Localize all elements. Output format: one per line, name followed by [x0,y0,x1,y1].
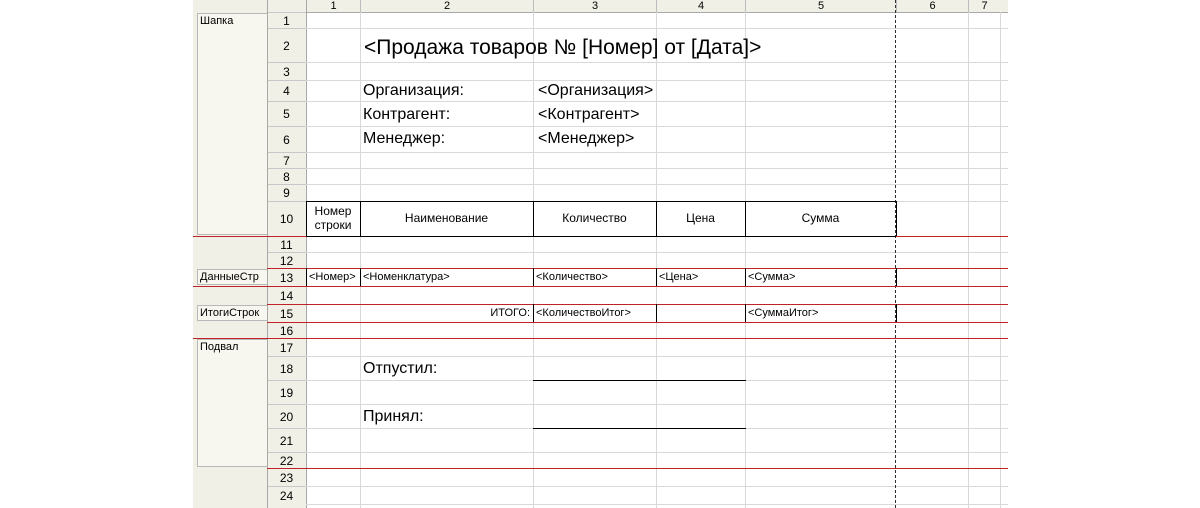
column-header-2[interactable]: 2 [360,0,533,12]
column-header-7[interactable]: 7 [968,0,1000,12]
area-separator-line [267,322,1008,323]
released-by-label: Отпустил: [363,360,438,377]
grid-row-line [306,80,1008,81]
row-number-4[interactable]: 4 [267,80,306,101]
column-header-3[interactable]: 3 [533,0,656,12]
row-number-10[interactable]: 10 [267,201,306,236]
row-number-8[interactable]: 8 [267,168,306,184]
grid-row-line [306,28,1008,29]
area-range-4[interactable] [197,339,267,467]
grid-row-line [306,152,1008,153]
grid-row-line [306,126,1008,127]
grid-column-line [968,12,969,508]
grid-column-line [533,12,534,508]
data-row-cell: <Количество> [536,270,608,283]
page-break-line [895,0,896,508]
table-header-bottom-border [306,236,896,237]
row-number-23[interactable]: 23 [267,468,306,486]
data-row-cell: <Цена> [659,270,699,283]
row-number-11[interactable]: 11 [267,236,306,252]
row-number-20[interactable]: 20 [267,404,306,428]
grid-row-line [306,452,1008,453]
row-number-6[interactable]: 6 [267,126,306,152]
row-number-16[interactable]: 16 [267,322,306,338]
grid-row-line [306,504,1008,505]
area-separator-line [267,286,1008,287]
grid-row-line [306,62,1008,63]
table-header-cell: Количество [562,210,627,225]
data-row-cell: <Номер> [309,270,356,283]
received-by-signature-line [533,428,746,429]
grid-column-line [360,12,361,508]
grid-row-line [306,404,1008,405]
counterparty-label: Контрагент: [363,106,451,123]
row-number-14[interactable]: 14 [267,286,306,304]
released-by-signature-line [533,380,746,381]
grid-row-line [306,184,1008,185]
grid-column-line [1000,12,1001,508]
row-number-5[interactable]: 5 [267,101,306,126]
table-header-cell: Наименование [404,210,489,225]
row-number-2[interactable]: 2 [267,28,306,62]
column-header-bottom-border [267,12,1008,13]
row-number-15[interactable]: 15 [267,304,306,322]
document-title: <Продажа товаров № [Номер] от [Дата]> [364,36,762,59]
counterparty-value: <Контрагент> [538,106,640,123]
table-header-cell: Цена [686,210,715,225]
area-separator-line [267,468,1008,469]
row-number-7[interactable]: 7 [267,152,306,168]
row-number-3[interactable]: 3 [267,62,306,80]
row-number-24[interactable]: 24 [267,486,306,504]
received-by-label: Принял: [363,408,424,425]
totals-sum-cell: <СуммаИтог> [748,306,819,319]
grid-column-line [656,12,657,508]
row-number-9[interactable]: 9 [267,184,306,201]
table-header-cell: Номер строки [314,203,352,232]
organization-label: Организация: [363,82,464,99]
row-number-18[interactable]: 18 [267,356,306,380]
area-separator-line-left [193,338,267,339]
grid-row-line [306,168,1008,169]
grid-row-line [306,252,1008,253]
area-separator-line [267,338,1008,339]
data-row-cell: <Номенклатура> [363,270,450,283]
row-number-19[interactable]: 19 [267,380,306,404]
row-number-17[interactable]: 17 [267,338,306,356]
row-number-13[interactable]: 13 [267,268,306,286]
area-label: ДанныеСтр [200,272,259,283]
area-separator-line-left [193,236,267,237]
area-label: Шапка [200,16,234,27]
data-row-cell: <Сумма> [748,270,796,283]
totals-label: ИТОГО: [490,306,530,319]
totals-quantity-cell: <КоличествоИтог> [536,306,631,319]
totals-row-column-border [656,304,657,322]
area-range-1[interactable] [197,13,267,235]
grid-row-line [306,356,1008,357]
row-number-right-border [306,0,307,508]
organization-value: <Организация> [538,82,654,99]
grid-row-line [306,486,1008,487]
column-header-1[interactable]: 1 [306,0,360,12]
column-header-4[interactable]: 4 [656,0,745,12]
data-row-column-border [896,268,897,286]
manager-value: <Менеджер> [538,130,635,147]
area-label: ИтогиСтрок [200,308,260,319]
totals-row-column-border [896,304,897,322]
column-header-5[interactable]: 5 [745,0,896,12]
row-number-left-border [267,0,268,508]
row-number-22[interactable]: 22 [267,452,306,468]
row-number-12[interactable]: 12 [267,252,306,268]
area-separator-line-left [193,286,267,287]
row-number-21[interactable]: 21 [267,428,306,452]
grid-row-line [306,101,1008,102]
table-header-column-border [896,201,897,236]
row-number-1[interactable]: 1 [267,12,306,28]
area-label: Подвал [200,342,239,353]
grid-column-line [745,12,746,508]
manager-label: Менеджер: [363,130,446,147]
table-header-cell: Сумма [801,210,840,225]
column-header-6[interactable]: 6 [896,0,968,12]
